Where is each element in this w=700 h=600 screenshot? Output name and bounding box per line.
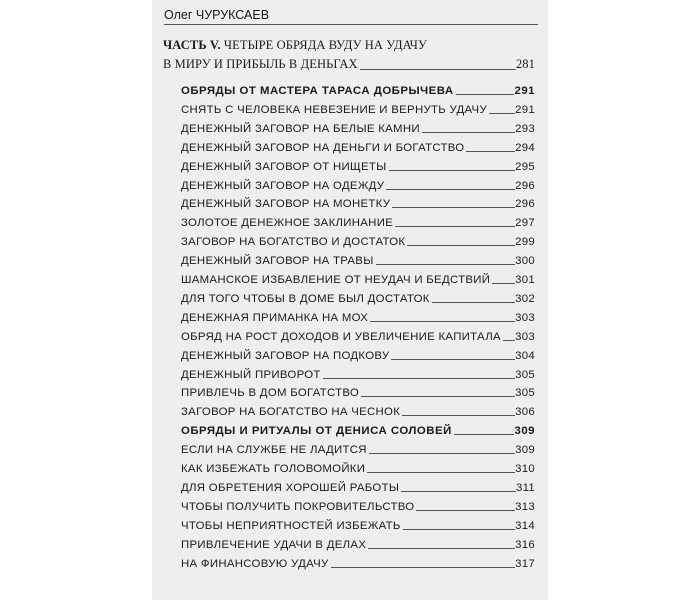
toc-entry-title: ЗОЛОТОЕ ДЕНЕЖНОЕ ЗАКЛИНАНИЕ <box>181 217 394 230</box>
toc-entry <box>181 156 535 175</box>
toc-entry-title: ЧТОБЫ ПОЛУЧИТЬ ПОКРОВИТЕЛЬСТВО <box>181 500 415 513</box>
toc-entry <box>181 231 535 250</box>
toc-entry-title: КАК ИЗБЕЖАТЬ ГОЛОВОМОЙКИ <box>181 463 366 475</box>
dot-leader <box>361 396 515 397</box>
part-heading-line2 <box>163 55 535 74</box>
dot-leader <box>386 189 515 190</box>
toc-entry-title: ПРИВЛЕЧЬ В ДОМ БОГАТСТВО <box>181 387 360 400</box>
toc-entry <box>181 288 535 307</box>
dot-leader <box>368 548 515 549</box>
toc-entry <box>181 99 535 118</box>
toc-entry-title: ДЛЯ ТОГО ЧТОБЫ В ДОМЕ БЫЛ ДОСТАТОК <box>181 292 430 305</box>
toc-entry <box>181 439 535 458</box>
toc-entry-page-number: 316 <box>515 538 535 551</box>
dot-leader <box>369 453 515 454</box>
dot-leader <box>503 340 515 341</box>
toc-entry-page-number: 305 <box>515 368 535 381</box>
toc-entry-page-number: 293 <box>515 122 535 135</box>
dot-leader <box>370 321 515 322</box>
toc-entry <box>181 118 535 137</box>
dot-leader <box>416 510 515 511</box>
toc-entry-title: ДЕНЕЖНЫЙ ЗАГОВОР НА БЕЛЫЕ КАМНИ <box>181 122 420 135</box>
toc-entry-page-number: 301 <box>515 274 535 286</box>
toc-entry-title: ДЕНЕЖНЫЙ ЗАГОВОР НА ТРАВЫ <box>181 255 374 268</box>
dot-leader <box>360 69 516 70</box>
toc-entry <box>181 477 535 496</box>
toc-entry-page-number: 300 <box>515 255 535 268</box>
toc-entry <box>181 382 535 401</box>
dot-leader <box>391 359 515 360</box>
toc-entry <box>181 269 535 288</box>
toc-entry <box>181 553 535 572</box>
dot-leader <box>456 94 515 95</box>
toc-entry-title: ЧТОБЫ НЕПРИЯТНОСТЕЙ ИЗБЕЖАТЬ <box>181 519 401 532</box>
toc-entry <box>181 345 535 364</box>
toc-entry-page-number: 296 <box>515 179 535 192</box>
part-page-number: 281 <box>515 57 535 71</box>
toc-entry-title: ДЕНЕЖНЫЙ ЗАГОВОР НА ОДЕЖДУ <box>181 179 385 192</box>
toc-entry-page-number: 302 <box>515 292 535 305</box>
toc-entry <box>181 401 535 420</box>
part-title-line1: ЧЕТЫРЕ ОБРЯДА ВУДУ НА УДАЧУ <box>223 38 427 52</box>
toc-entry-page-number: 299 <box>515 236 535 249</box>
toc-entry-page-number: 305 <box>515 387 535 400</box>
toc-entry-page-number: 297 <box>515 217 535 230</box>
toc-entry <box>181 326 535 345</box>
dot-leader <box>367 472 515 473</box>
part-heading <box>163 36 535 55</box>
toc-entry <box>181 515 535 534</box>
toc-entry-title: ЕСЛИ НА СЛУЖБЕ НЕ ЛАДИТСЯ <box>181 444 367 457</box>
toc-entry <box>181 175 535 194</box>
toc-section-heading <box>181 80 535 99</box>
toc-entry-title: СНЯТЬ С ЧЕЛОВЕКА НЕВЕЗЕНИЕ И ВЕРНУТЬ УДАЧУ <box>181 103 487 116</box>
toc-entry-title: ОБРЯДЫ ОТ МАСТЕРА ТАРАСА ДОБРЫЧЕВА <box>181 85 454 97</box>
dot-leader <box>395 226 515 227</box>
dot-leader <box>323 378 515 379</box>
toc-entry-title: ДЕНЕЖНЫЙ ЗАГОВОР НА ПОДКОВУ <box>181 349 390 362</box>
dot-leader <box>489 113 515 114</box>
toc-entry-page-number: 303 <box>515 311 535 324</box>
toc-entry-title: ЗАГОВОР НА БОГАТСТВО И ДОСТАТОК <box>181 236 406 249</box>
toc-entry-title: ОБРЯДЫ И РИТУАЛЫ ОТ ДЕНИСА СОЛОВЕЙ <box>181 425 452 438</box>
running-head: Олег ЧУРУКСАЕВ <box>164 7 538 25</box>
toc-entry <box>181 137 535 156</box>
toc-entry-page-number: 304 <box>515 349 535 362</box>
toc-entry-page-number: 310 <box>515 463 535 475</box>
dot-leader <box>401 491 516 492</box>
toc-section-heading <box>181 420 535 439</box>
toc-entry-title: ПРИВЛЕЧЕНИЕ УДАЧИ В ДЕЛАХ <box>181 538 367 551</box>
toc-entry-page-number: 291 <box>514 85 535 97</box>
toc-entry-title: НА ФИНАНСОВУЮ УДАЧУ <box>181 557 329 570</box>
toc-entry-title: ДЕНЕЖНЫЙ ЗАГОВОР НА МОНЕТКУ <box>181 198 391 211</box>
dot-leader <box>432 302 515 303</box>
dot-leader <box>407 245 515 246</box>
toc-entry <box>181 364 535 383</box>
toc-entry-page-number: 309 <box>515 444 535 457</box>
toc-entry-title: ЗАГОВОР НА БОГАТСТВО НА ЧЕСНОК <box>181 406 401 419</box>
dot-leader <box>389 170 516 171</box>
toc-entry <box>181 250 535 269</box>
dot-leader <box>331 567 516 568</box>
toc-entry-title: ДЕНЕЖНЫЙ ПРИВОРОТ <box>181 368 321 381</box>
toc-entry <box>181 193 535 212</box>
toc-entry <box>181 212 535 231</box>
dot-leader <box>422 132 515 133</box>
toc-entry-title: ДЛЯ ОБРЕТЕНИЯ ХОРОШЕЙ РАБОТЫ <box>181 481 400 494</box>
toc-entry-page-number: 306 <box>515 406 535 419</box>
toc-entry <box>181 458 535 477</box>
dot-leader <box>403 529 515 530</box>
toc-entry-page-number: 294 <box>515 141 535 154</box>
toc-entry-page-number: 296 <box>515 198 535 211</box>
toc-entry-title: ДЕНЕЖНЫЙ ЗАГОВОР НА ДЕНЬГИ И БОГАТСТВО <box>181 141 465 154</box>
toc-entry-page-number: 311 <box>515 481 535 494</box>
toc-entry-title: ДЕНЕЖНЫЙ ЗАГОВОР ОТ НИЩЕТЫ <box>181 160 387 173</box>
part-label: ЧАСТЬ V. <box>163 38 221 52</box>
part-title-line2: В МИРУ И ПРИБЫЛЬ В ДЕНЬГАХ <box>163 57 358 71</box>
toc-entry-title: ОБРЯД НА РОСТ ДОХОДОВ И УВЕЛИЧЕНИЕ КАПИТАЛА <box>181 330 501 343</box>
toc-entry-page-number: 309 <box>514 425 535 438</box>
dot-leader <box>402 415 515 416</box>
toc-entry-page-number: 303 <box>515 330 535 343</box>
toc-entry <box>181 307 535 326</box>
dot-leader <box>392 207 515 208</box>
dot-leader <box>492 283 515 284</box>
toc-entry <box>181 534 535 553</box>
toc-entry-page-number: 295 <box>515 160 535 173</box>
dot-leader <box>454 434 515 435</box>
toc-entry-title: ШАМАНСКОЕ ИЗБАВЛЕНИЕ ОТ НЕУДАЧ И БЕДСТВИЙ <box>181 274 491 286</box>
toc-entry-page-number: 317 <box>515 557 535 570</box>
dot-leader <box>466 151 515 152</box>
toc-entry-page-number: 314 <box>515 519 535 532</box>
toc-entry-page-number: 313 <box>515 500 535 513</box>
book-page <box>152 0 548 600</box>
toc-entry-title: ДЕНЕЖНАЯ ПРИМАНКА НА МОХ <box>181 311 369 324</box>
dot-leader <box>376 264 516 265</box>
toc-entry-page-number: 291 <box>515 103 535 116</box>
toc-entry <box>181 496 535 515</box>
